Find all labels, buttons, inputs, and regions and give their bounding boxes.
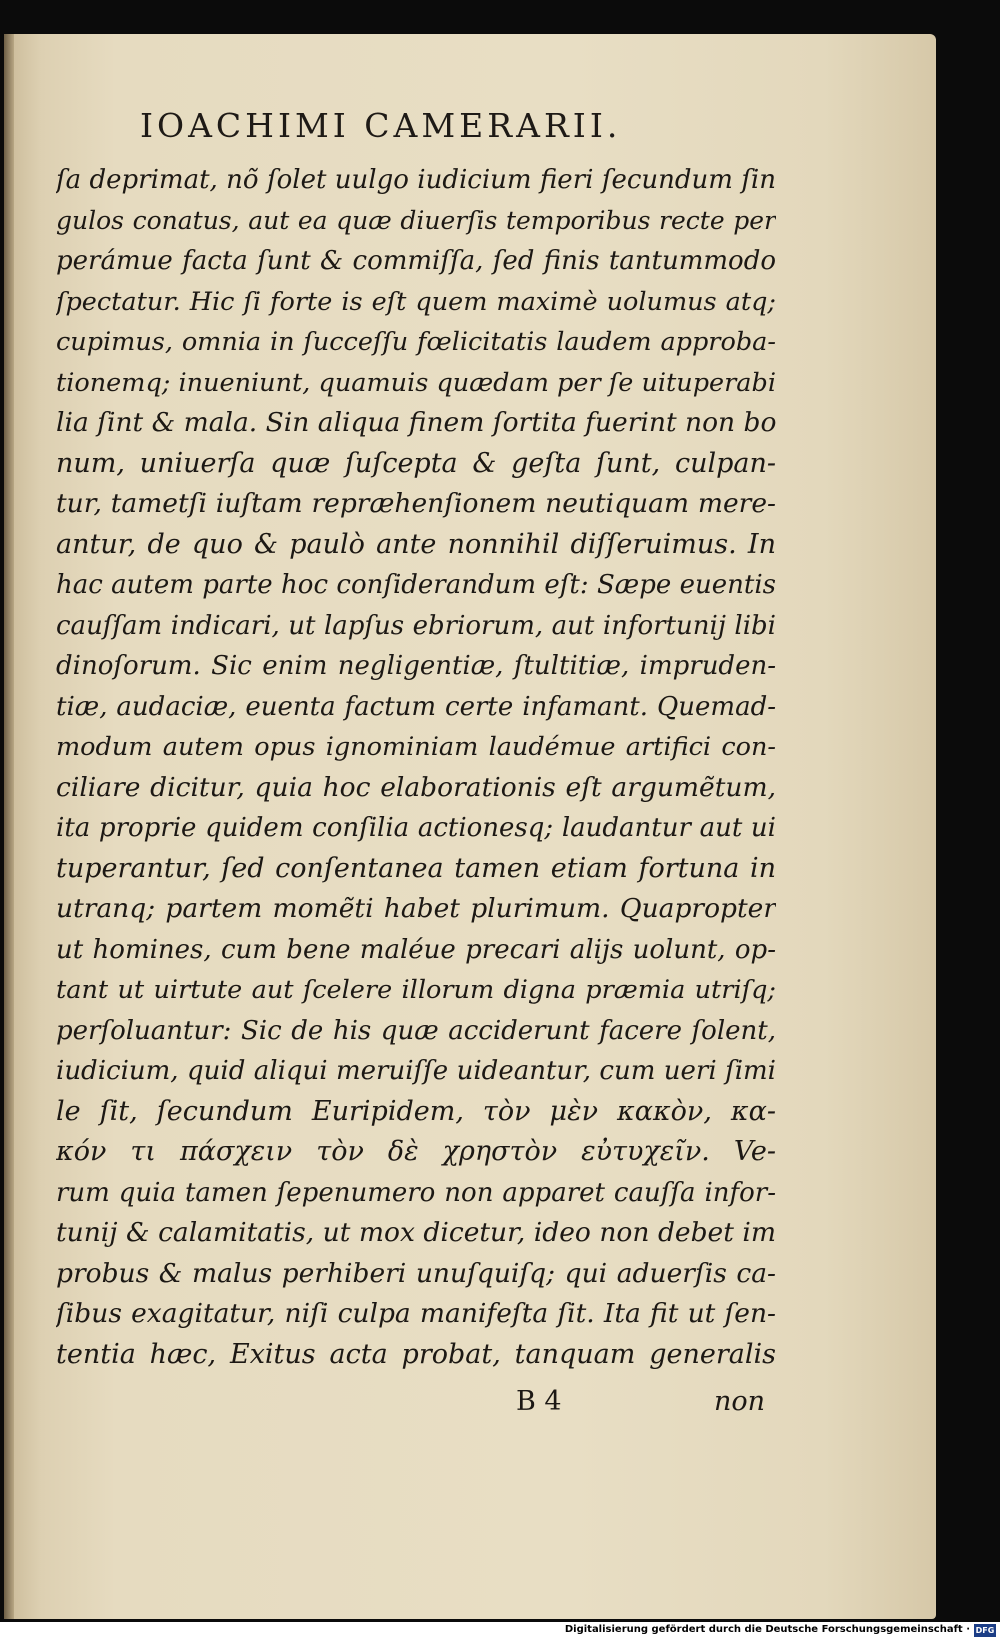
digitization-footer xyxy=(0,1622,1000,1640)
text-line: modum autem opus ignominiam laudémue artifici con- xyxy=(56,732,776,762)
text-line: ſa deprimat, nõ ſolet uulgo iudicium fieri ſecundum ſin xyxy=(56,165,776,195)
text-line: tionemq; inueniunt, quamuis quædam per ſe uituperabi xyxy=(56,367,776,398)
text-line: tiæ, audaciæ, euenta factum certe infamant. Quemad- xyxy=(56,691,776,722)
text-line: ciliare dicitur, quia hoc elaborationis eſt argumẽtum, xyxy=(56,771,776,803)
text-line: rum quia tamen ſepenumero non apparet cauſſa infor- xyxy=(56,1177,776,1208)
text-line: tant ut uirtute aut ſcelere illorum digna præmia utriſq; xyxy=(56,975,776,1005)
text-line: perſoluantur: Sic de his quæ acciderunt facere ſolent, xyxy=(56,1015,776,1046)
signature-mark: B 4 xyxy=(516,1386,562,1417)
catchword: non xyxy=(714,1386,766,1417)
text-line: le ſit, ſecundum Euripidem, τὸν μὲν κακὸν, κα- xyxy=(56,1095,776,1127)
text-line: iudicium, quid aliqui meruiſſe uideantur, cum ueri ſimi xyxy=(56,1056,776,1086)
body-text xyxy=(56,160,776,1375)
text-line: κόν τι πάσχειν τὸν δὲ χρηστὸν εὐτυχεῖν. Ve- xyxy=(56,1136,776,1167)
text-line: utranq; partem momẽti habet plurimum. Quapropter xyxy=(56,893,776,924)
text-line: dinoſorum. Sic enim negligentiæ, ſtultitiæ, impruden- xyxy=(56,651,776,681)
text-line: cupimus, omnia in ſucceſſu fœlicitatis laudem approba- xyxy=(56,327,776,357)
text-line: tunij & calamitatis, ut mox dicetur, ideo non debet im xyxy=(56,1217,776,1248)
text-line: num, uniuerſa quæ ſuſcepta & geſta ſunt, culpan- xyxy=(56,447,776,479)
text-line: gulos conatus, aut ea quæ diuerſis temporibus recte per xyxy=(56,205,776,235)
dfg-logo-icon: DFG xyxy=(975,1626,995,1635)
text-line: tuperantur, ſed conſentanea tamen etiam fortuna in xyxy=(56,852,776,884)
text-line: tur, tametſi iuſtam repræhenſionem neutiquam mere- xyxy=(56,488,776,519)
text-line: ita proprie quidem conſilia actionesq; laudantur aut ui xyxy=(56,813,776,843)
book-page xyxy=(4,34,936,1619)
text-line: lia ſint & mala. Sin aliqua finem ſortita fuerint non bo xyxy=(56,407,776,438)
text-line: probus & malus perhiberi unuſquiſq; qui aduerſis ca- xyxy=(56,1257,776,1289)
page-gutter-shadow xyxy=(4,34,14,1619)
footer-credit: Digitalisierung gefördert durch die Deutsche Forschungsgemeinschaft · xyxy=(564,1624,970,1635)
text-line: hac autem parte hoc conſiderandum eſt: Sæpe euentis xyxy=(56,570,776,600)
running-head: IOACHIMI CAMERARII. xyxy=(140,106,622,145)
text-line: ut homines, cum bene maléue precari alijs uolunt, op- xyxy=(56,934,776,965)
text-line: tentia hæc, Exitus acta probat, tanquam generalis xyxy=(56,1338,776,1370)
text-line: ſibus exagitatur, niſi culpa manifeſta ſit. Ita fit ut ſen- xyxy=(56,1298,776,1329)
text-line: perámue facta ſunt & commiſſa, ſed finis tantummodo xyxy=(56,246,776,276)
text-line: cauſſam indicari, ut lapſus ebriorum, aut infortunij libi xyxy=(56,610,776,641)
text-line: antur, de quo & paulò ante nonnihil diſſeruimus. In xyxy=(56,528,776,560)
text-line: ſpectatur. Hic ſi forte is eſt quem maximè uolumus atq; xyxy=(56,286,776,317)
